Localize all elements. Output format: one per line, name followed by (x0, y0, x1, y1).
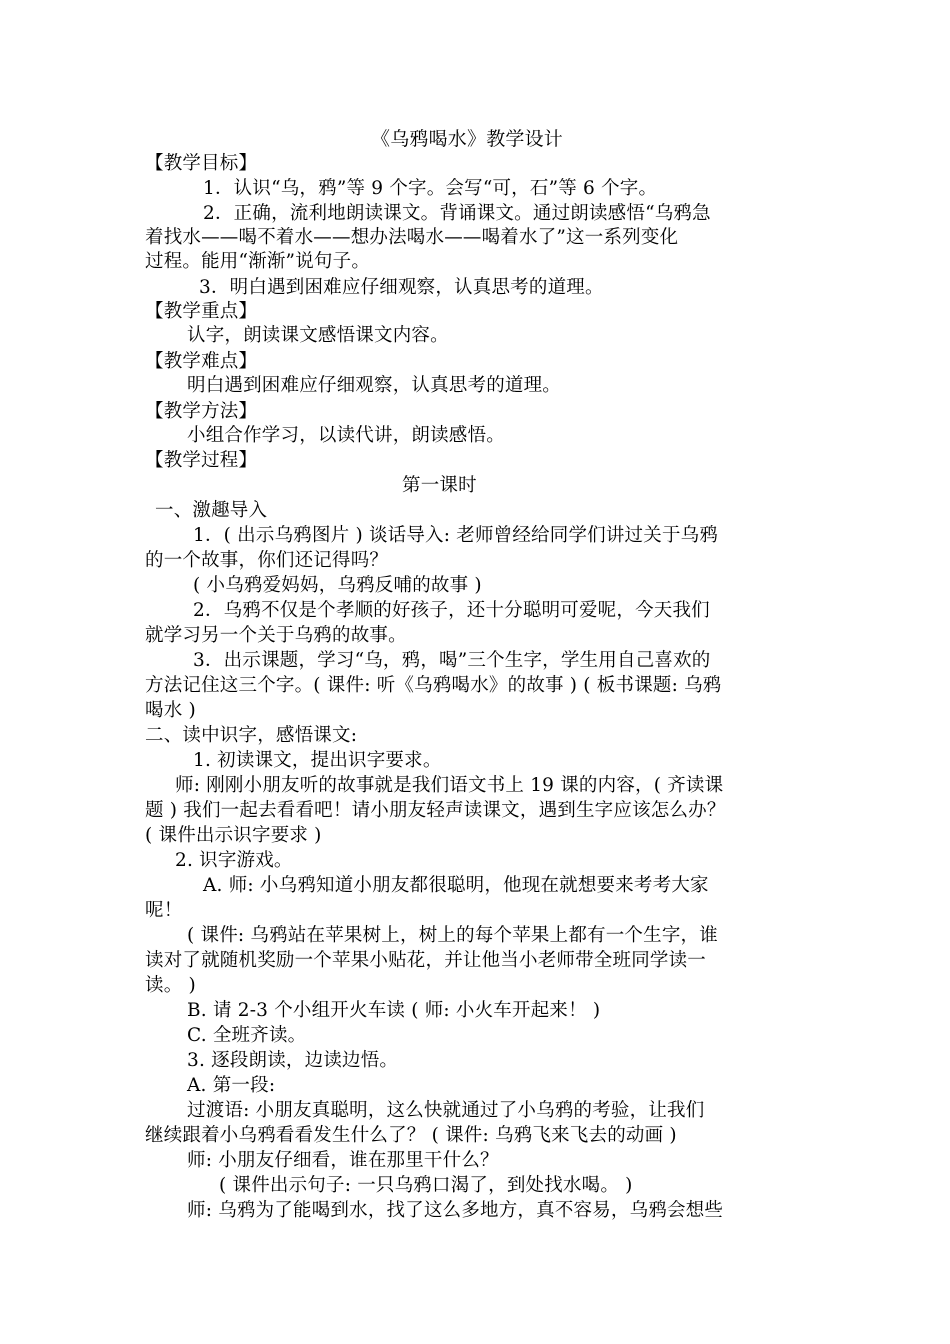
goal-2-line-2: 着找水——喝不着水——想办法喝水——喝着水了”这一系列变化 (145, 227, 679, 248)
section-1-p1-line-1: 1．( 出示乌鸦图片 ) 谈话导入: 老师曾经给同学们讲过关于乌鸦 (193, 525, 719, 546)
key-heading: 【教学重点】 (145, 301, 258, 322)
method-text: 小组合作学习，以读代讲，朗读感悟。 (187, 425, 505, 446)
section-2-heading: 二、读中识字，感悟课文: (145, 725, 358, 746)
goal-1: 1．认识“乌，鸦”等 9 个字。会写“可，石”等 6 个字。 (203, 178, 658, 199)
section-1-p1-line-2: 的一个故事，你们还记得吗？ (145, 550, 389, 571)
section-2-p2-line-3: ( 课件出示识字要求 ) (145, 825, 322, 846)
section-2-p4-line-1: A. 师: 小乌鸦知道小朋友都很聪明，他现在就想要来考考大家 (203, 875, 709, 896)
difficulty-text: 明白遇到困难应仔细观察，认真思考的道理。 (187, 375, 562, 396)
section-2-p4-line-2: 呢！ (145, 900, 183, 921)
section-1-p3-line-3: 喝水 ) (145, 700, 196, 721)
key-text: 认字，朗读课文感悟课文内容。 (187, 325, 449, 346)
section-2-p5-line-3: 读。 ) (145, 975, 196, 996)
section-2-p10-line-2: 继续跟着小乌鸦看看发生什么了？ ( 课件: 乌鸦飞来飞去的动画 ) (145, 1125, 677, 1146)
goal-2-line-3: 过程。能用“渐渐”说句子。 (145, 251, 371, 272)
section-2-p11: 师: 小朋友仔细看，谁在那里干什么？ (187, 1150, 499, 1171)
section-2-p7: C. 全班齐读。 (187, 1025, 307, 1046)
section-2-p8: 3. 逐段朗读，边读边悟。 (187, 1050, 399, 1071)
document-title: 《乌鸦喝水》教学设计 (371, 128, 564, 150)
section-2-p6: B. 请 2-3 个小组开火车读 ( 师: 小火车开起来！ ) (187, 1000, 601, 1021)
method-heading: 【教学方法】 (145, 401, 258, 422)
section-2-p2-line-1: 师: 刚刚小朋友听的故事就是我们语文书上 19 课的内容，( 齐读课 (175, 775, 724, 796)
section-2-p5-line-2: 读对了就随机奖励一个苹果小贴花，并让他当小老师带全班同学读一 (145, 950, 707, 971)
goal-3: 3．明白遇到困难应仔细观察，认真思考的道理。 (199, 277, 604, 298)
section-2-p5-line-1: ( 课件: 乌鸦站在苹果树上，树上的每个苹果上都有一个生字，谁 (187, 925, 718, 946)
goals-heading: 【教学目标】 (145, 153, 258, 174)
section-2-p12: ( 课件出示句子: 一只乌鸦口渴了，到处找水喝。 ) (219, 1175, 633, 1196)
process-heading: 【教学过程】 (145, 450, 258, 471)
section-2-p9: A. 第一段: (187, 1075, 276, 1096)
section-1-p3-line-1: 3．出示课题，学习“乌，鸦，喝”三个生字，学生用自己喜欢的 (193, 650, 711, 671)
lesson-heading: 第一课时 (402, 475, 477, 496)
section-2-p1: 1. 初读课文，提出识字要求。 (193, 750, 442, 771)
section-1-p2-line-2: 就学习另一个关于乌鸦的故事。 (145, 625, 407, 646)
difficulty-heading: 【教学难点】 (145, 351, 258, 372)
section-2-p13: 师: 乌鸦为了能喝到水，找了这么多地方，真不容易，乌鸦会想些 (187, 1200, 724, 1221)
section-1-heading: 一、激趣导入 (155, 500, 268, 521)
section-2-p3: 2. 识字游戏。 (175, 850, 293, 871)
goal-2-line-1: 2．正确，流利地朗读课文。背诵课文。通过朗读感悟“乌鸦急 (203, 203, 711, 224)
section-1-p1-line-3: ( 小乌鸦爱妈妈，乌鸦反哺的故事 ) (193, 575, 482, 596)
section-2-p10-line-1: 过渡语: 小朋友真聪明，这么快就通过了小乌鸦的考验，让我们 (187, 1100, 705, 1121)
section-2-p2-line-2: 题 ) 我们一起去看看吧！请小朋友轻声读课文，遇到生字应该怎么办？ (145, 800, 726, 821)
section-1-p3-line-2: 方法记住这三个字。( 课件: 听《乌鸦喝水》的故事 ) ( 板书课题: 乌鸦 (145, 675, 722, 696)
section-1-p2-line-1: 2．乌鸦不仅是个孝顺的好孩子，还十分聪明可爱呢，今天我们 (193, 600, 710, 621)
